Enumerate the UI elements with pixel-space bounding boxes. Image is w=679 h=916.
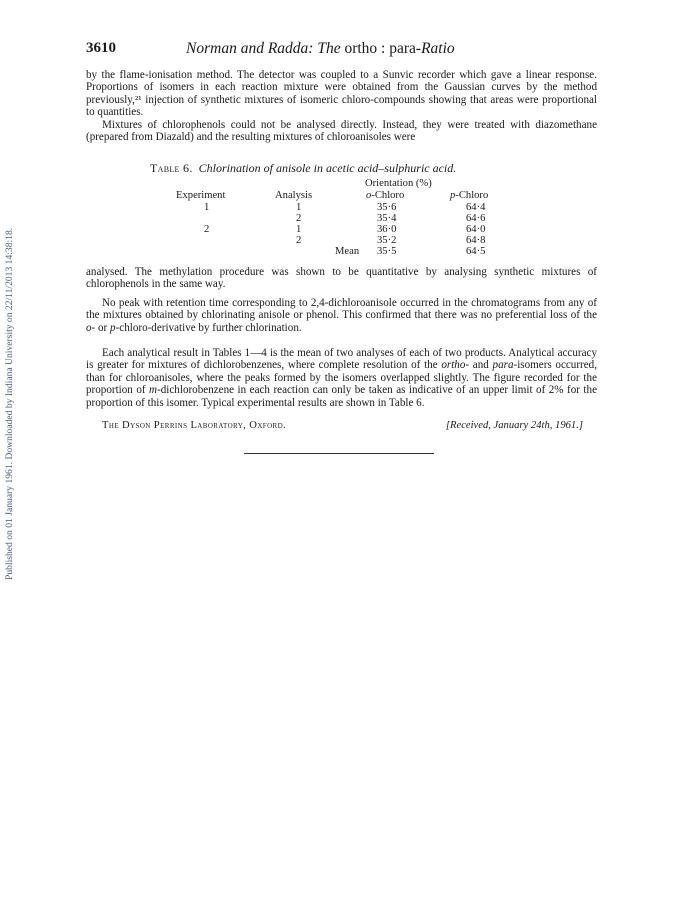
ortho-abbrev: o: [86, 321, 92, 334]
paragraph-accuracy-b: - and: [465, 359, 493, 372]
table-label: Table 6.: [150, 161, 193, 175]
paragraph-method: by the flame-ionisation method. The detector was coupled to a Sunvic recorder which gave a linear response. Proportions of isomers in each reaction mixture were obtained from the Gaussian curves by the method previously,²¹ injection of synthetic mixtures of isomeric chloro-compounds showing that areas were proportional to quantities.: [86, 69, 597, 119]
laboratory-address: The Dyson Perrins Laboratory, Oxford.: [102, 420, 287, 431]
body-text-retention: [86, 297, 597, 334]
table-cell-para: 64·6: [466, 213, 486, 224]
paragraph-accuracy: [86, 347, 597, 409]
article-footer: [102, 420, 583, 434]
table-cell-ortho: 36·0: [377, 224, 397, 235]
paragraph-retention-a: No peak with retention time corresponding to 2,4-dichloroanisole occurred in the chromatograms from any of the mixtures obtained by chlorinating anisole or phenol. This confirmed that there was no preferential loss of the: [86, 297, 597, 322]
para-term: para: [492, 359, 514, 372]
meta-abbrev: m: [149, 384, 158, 397]
page-header: [86, 40, 596, 62]
ortho-term: ortho: [441, 359, 466, 372]
table-header-para: p-Chloro: [450, 190, 489, 201]
table-cell-para: 64·8: [466, 235, 486, 246]
table-cell-experiment: 1: [204, 202, 210, 213]
table-header-analysis: Analysis: [275, 190, 313, 201]
table-cell-ortho: 35·4: [377, 213, 397, 224]
running-head: [186, 40, 455, 58]
running-head-ratio: Ratio: [421, 40, 455, 57]
body-text-accuracy: [86, 347, 597, 409]
table-cell-analysis: 1: [296, 202, 302, 213]
table-cell-analysis: 1: [296, 224, 302, 235]
paragraph-accuracy-a: Each analytical result in Tables 1—4 is the mean of two analyses of each of two products. Analytical accuracy is greater for mixtures of dichlorobenzenes, where complete resolution of the: [86, 347, 597, 372]
paragraph-methylation: analysed. The methylation procedure was shown to be quantitative by analysing synthetic mixtures of chlorophenols in the same way.: [86, 266, 597, 291]
table-title: Chlorination of anisole in acetic acid–sulphuric acid.: [198, 161, 457, 175]
paragraph-accuracy-c: -isomers occurred, than for chloroanisoles, where the peaks formed by the isomers overlapped slightly. The figure recorded for the proportion of: [86, 359, 597, 397]
table-mean-label: Mean: [335, 246, 360, 257]
running-head-para: : para-: [377, 40, 422, 57]
table-caption: [150, 161, 570, 176]
paragraph-retention-c: -chloro-derivative by further chlorination.: [115, 321, 302, 334]
paragraph-accuracy-d: -dichlorobenzene in each reaction can only be taken as indicative of an upper limit of 2% for the proportion of this isomer. Typical experimental results are shown in Table 6.: [86, 384, 597, 409]
running-head-authors: Norman and Radda: The: [186, 40, 345, 57]
received-date: [Received, January 24th, 1961.]: [445, 420, 583, 431]
table-cell-para: 64·0: [466, 224, 486, 235]
table-cell-analysis: 2: [296, 235, 302, 246]
page-number: 3610: [86, 40, 116, 56]
body-text-top: [86, 69, 597, 143]
table-cell-experiment: 2: [204, 224, 210, 235]
end-rule: [244, 453, 434, 454]
paragraph-chlorophenols: Mixtures of chlorophenols could not be analysed directly. Instead, they were treated with diazomethane (prepared from Diazald) and the resulting mixtures of chloroanisoles were: [86, 118, 597, 144]
table-group-header: Orientation (%): [365, 178, 432, 189]
download-watermark-text: Published on 01 January 1961. Downloaded by Indiana University on 22/11/2013 14:38:18.: [4, 227, 15, 580]
paragraph-retention-b: - or: [91, 321, 111, 334]
table-header-ortho: o-Chloro: [366, 190, 405, 201]
table-cell-para: 64·4: [466, 202, 486, 213]
download-watermark: [4, 160, 20, 580]
table-cell-analysis: 2: [296, 213, 302, 224]
running-head-ortho: ortho: [344, 40, 378, 57]
body-text-methylation: [86, 266, 597, 291]
table-cell-ortho: 35·6: [377, 202, 397, 213]
table-cell-ortho: 35·2: [377, 235, 397, 246]
data-table: [150, 176, 570, 258]
table-mean-para: 64·5: [466, 246, 486, 257]
para-abbrev: p: [110, 321, 116, 334]
paragraph-retention: [86, 297, 597, 334]
table-header-experiment: Experiment: [176, 190, 226, 201]
table-mean-ortho: 35·5: [377, 246, 397, 257]
